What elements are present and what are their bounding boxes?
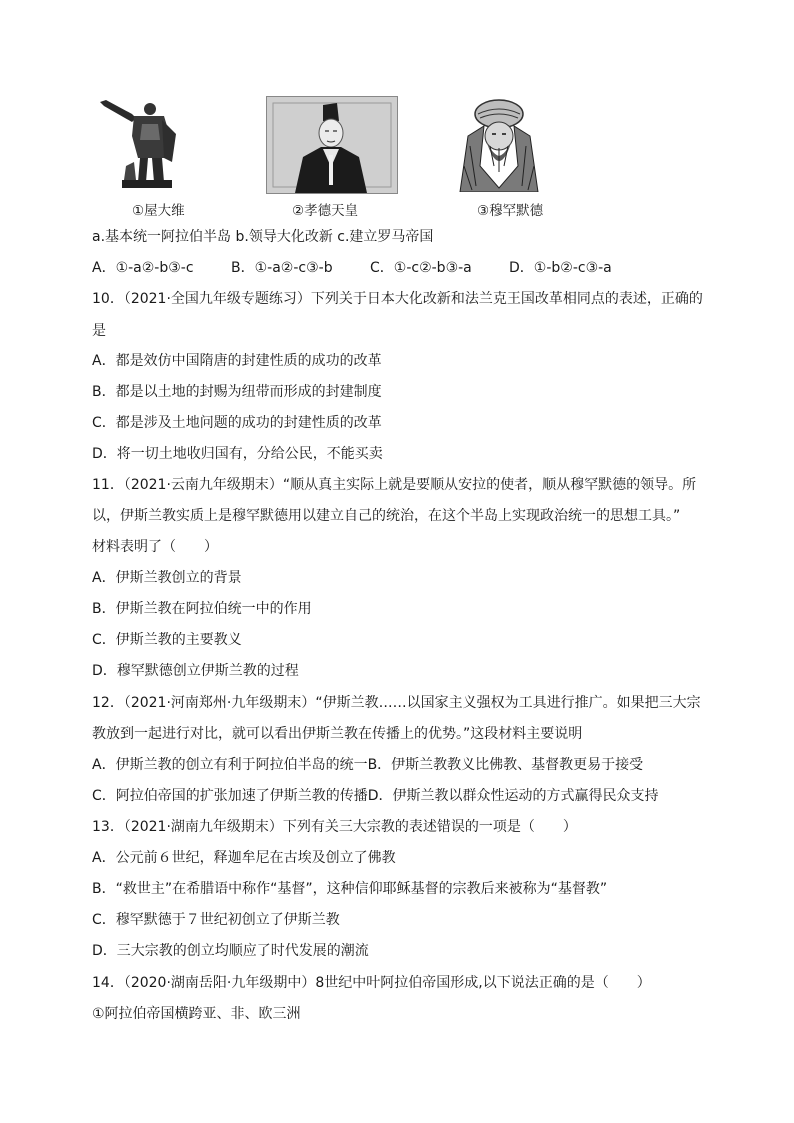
q11-stem-line2: 以，伊斯兰教实质上是穆罕默德用以建立自己的统治，在这个半岛上实现政治统一的思想工具。” xyxy=(92,508,681,524)
q11-stem-line1: 11．（2021·云南九年级期末）“顺从真主实际上就是要顺从安拉的使者，顺从穆罕默德的领导。所 xyxy=(92,477,697,493)
q11-option-b[interactable]: B．伊斯兰教在阿拉伯统一中的作用 xyxy=(92,601,312,617)
figure-row xyxy=(0,96,794,224)
figure-octavian xyxy=(92,96,200,219)
portrait-engraving-image xyxy=(446,96,552,192)
q10-stem-line1: 10．（2021·全国九年级专题练习）下列关于日本大化改新和法兰克王国改革相同点的表述，正确的 xyxy=(92,291,703,307)
q13-option-b[interactable]: B．“救世主”在希腊语中称作“基督”，这种信仰耶稣基督的宗教后来被称为“基督教” xyxy=(92,881,608,897)
q14-stem: 14．（2020·湖南岳阳·九年级期中）8世纪中叶阿拉伯帝国形成,以下说法正确的是（ ） xyxy=(92,975,651,991)
q9-option-d[interactable]: D．①-b②-c③-a xyxy=(509,260,612,276)
figure-caption-2: ②孝德天皇 xyxy=(292,203,359,219)
q9-options xyxy=(92,259,612,277)
q11-stem-line3: 材料表明了（ ） xyxy=(92,539,218,555)
figure-emperor-kotoku xyxy=(266,96,398,219)
q9-option-b[interactable]: B．①-a②-c③-b xyxy=(231,260,333,276)
statue-image xyxy=(92,96,200,192)
q11-option-c[interactable]: C．伊斯兰教的主要教义 xyxy=(92,632,242,648)
q10-option-d[interactable]: D．将一切土地收归国有，分给公民，不能买卖 xyxy=(92,446,383,462)
figure-caption-3: ③穆罕默德 xyxy=(477,203,544,219)
q12-stem-line1: 12．（2021·河南郑州·九年级期末）“伊斯兰教……以国家主义强权为工具进行推广。如果把三大宗 xyxy=(92,695,701,711)
q10-option-c[interactable]: C．都是涉及土地问题的成功的封建性质的改革 xyxy=(92,415,382,431)
q12-options-line1[interactable]: A．伊斯兰教的创立有利于阿拉伯半岛的统一B．伊斯兰教教义比佛教、基督教更易于接受 xyxy=(92,757,644,773)
q10-option-a[interactable]: A．都是效仿中国隋唐的封建性质的成功的改革 xyxy=(92,353,382,369)
q9-option-a[interactable]: A．①-a②-b③-c xyxy=(92,260,194,276)
q14-item-1: ①阿拉伯帝国横跨亚、非、欧三洲 xyxy=(92,1006,301,1022)
q12-stem-line2: 教放到一起进行对比，就可以看出伊斯兰教在传播上的优势。”这段材料主要说明 xyxy=(92,726,583,742)
figure-muhammad xyxy=(446,96,552,219)
q10-stem-line2: 是 xyxy=(92,323,106,339)
q11-option-a[interactable]: A．伊斯兰教创立的背景 xyxy=(92,570,242,586)
q13-option-d[interactable]: D．三大宗教的创立均顺应了时代发展的潮流 xyxy=(92,943,369,959)
q12-options-line2[interactable]: C．阿拉伯帝国的扩张加速了伊斯兰教的传播D．伊斯兰教以群众性运动的方式赢得民众支持 xyxy=(92,788,659,804)
portrait-image xyxy=(266,96,398,194)
q11-option-d[interactable]: D．穆罕默德创立伊斯兰教的过程 xyxy=(92,663,299,679)
q10-option-b[interactable]: B．都是以土地的封赐为纽带而形成的封建制度 xyxy=(92,384,382,400)
q9-matching-text: a.基本统一阿拉伯半岛 b.领导大化改新 c.建立罗马帝国 xyxy=(92,229,434,245)
q13-stem: 13．（2021·湖南九年级期末）下列有关三大宗教的表述错误的一项是（ ） xyxy=(92,819,577,835)
q13-option-a[interactable]: A．公元前６世纪，释迦牟尼在古埃及创立了佛教 xyxy=(92,850,396,866)
q9-option-c[interactable]: C．①-c②-b③-a xyxy=(370,260,472,276)
figure-caption-1: ①屋大维 xyxy=(132,203,185,219)
q13-option-c[interactable]: C．穆罕默德于７世纪初创立了伊斯兰教 xyxy=(92,912,340,928)
